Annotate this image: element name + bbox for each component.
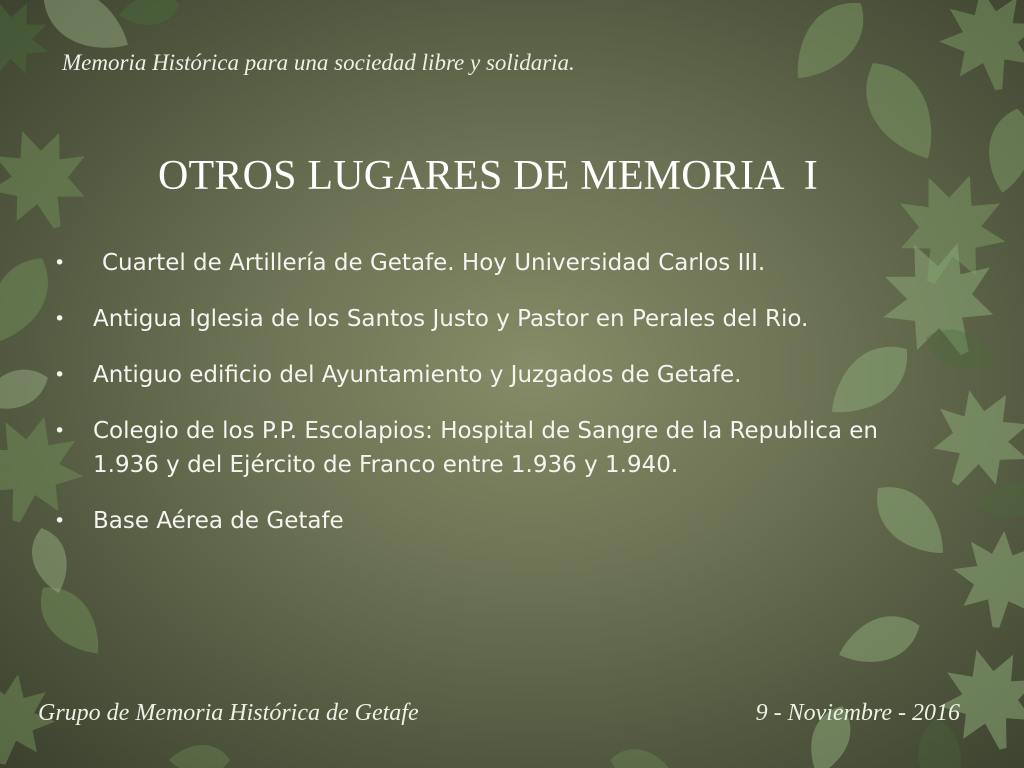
bullet-item: [54, 414, 944, 482]
bullet-text: Colegio de los P.P. Escolapios: Hospital de Sangre de la Republica en 1.936 y del Ejército de Franco entre 1.936 y 1.940.: [93, 418, 878, 478]
footer-date: 9 - Noviembre - 2016: [755, 700, 960, 726]
bullet-item: [54, 302, 944, 336]
bullet-text: Base Aérea de Getafe: [93, 508, 344, 534]
bullet-point-icon: •: [54, 252, 66, 274]
bullet-point-icon: •: [54, 510, 66, 532]
bullet-list: [54, 246, 944, 538]
footer-group-name: Grupo de Memoria Histórica de Getafe: [38, 700, 419, 726]
bullet-item: [54, 246, 944, 280]
slide-title: OTROS LUGARES DE MEMORIA I: [158, 153, 818, 199]
bullet-item: [54, 504, 944, 538]
bullet-point-icon: •: [54, 420, 66, 442]
bullet-text: Antigua Iglesia de los Santos Justo y Pastor en Perales del Rio.: [93, 306, 809, 332]
bullet-point-icon: •: [54, 364, 66, 386]
header-motto: Memoria Histórica para una sociedad libre y solidaria.: [62, 50, 575, 75]
bullet-point-icon: •: [54, 308, 66, 330]
bullet-item: [54, 358, 944, 392]
bullet-text: Cuartel de Artillería de Getafe. Hoy Universidad Carlos III.: [102, 250, 766, 276]
bullet-text: Antiguo edificio del Ayuntamiento y Juzgados de Getafe.: [93, 362, 742, 388]
